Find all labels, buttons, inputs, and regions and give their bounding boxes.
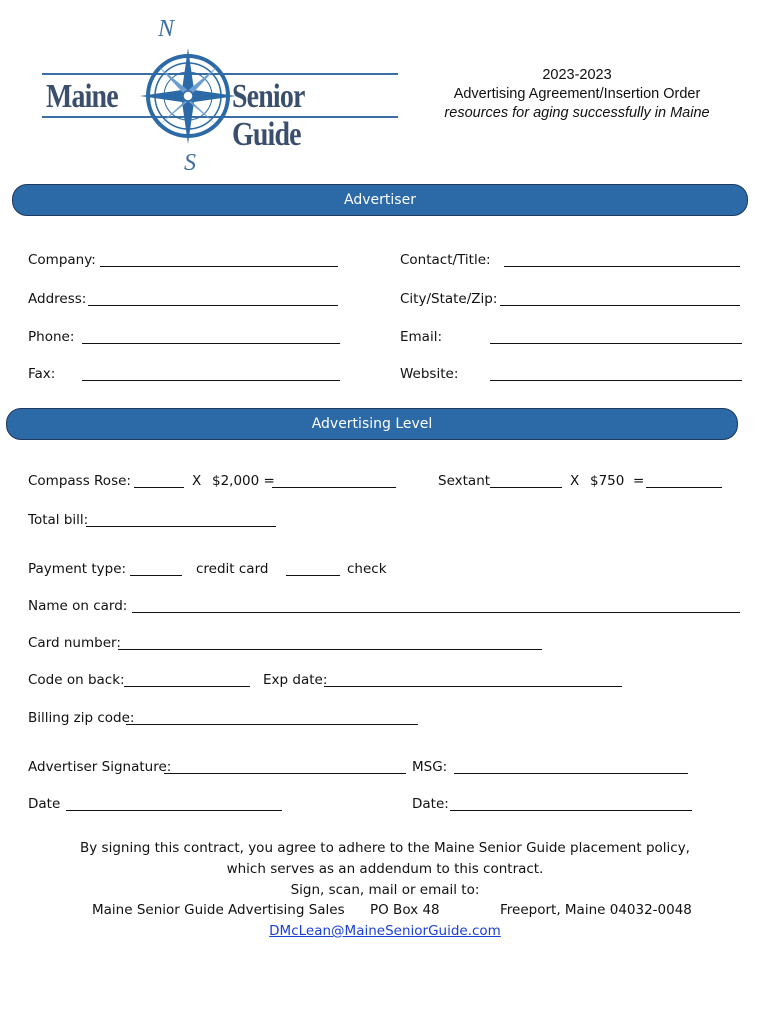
phone-label: Phone: bbox=[28, 329, 75, 345]
website-label: Website: bbox=[400, 366, 459, 382]
date-label-right: Date: bbox=[412, 796, 449, 812]
advertiser-signature-label: Advertiser Signature: bbox=[28, 759, 172, 775]
address-field[interactable] bbox=[88, 305, 338, 306]
name-on-card-label: Name on card: bbox=[28, 598, 128, 614]
header-year: 2023-2023 bbox=[542, 67, 612, 83]
compass-x: X bbox=[192, 473, 202, 489]
logo-word-senior-guide: Senior Guide bbox=[232, 78, 305, 153]
email-label: Email: bbox=[400, 329, 443, 345]
phone-field[interactable] bbox=[82, 343, 340, 344]
compass-total-field[interactable] bbox=[272, 487, 396, 488]
logo-word-maine: Maine bbox=[46, 78, 118, 115]
footer-pobox: PO Box 48 bbox=[370, 902, 440, 918]
date-field-right[interactable] bbox=[450, 810, 692, 811]
footer-email-wrap bbox=[0, 923, 770, 939]
date-label-left: Date bbox=[28, 796, 61, 812]
footer-line-1: By signing this contract, you agree to adhere to the Maine Senior Guide placement policy, bbox=[80, 840, 690, 856]
sextant-x: X bbox=[570, 473, 580, 489]
msg-field[interactable] bbox=[454, 773, 688, 774]
header-tagline: resources for aging successfully in Maine bbox=[444, 105, 710, 121]
billing-zip-label: Billing zip code: bbox=[28, 710, 135, 726]
company-field[interactable] bbox=[100, 266, 338, 267]
card-number-field[interactable] bbox=[118, 649, 542, 650]
sextant-label: Sextant bbox=[438, 473, 491, 489]
header-block bbox=[412, 66, 742, 123]
billing-zip-field[interactable] bbox=[126, 724, 418, 725]
advertising-level-band: Advertising Level bbox=[6, 408, 738, 440]
advertiser-band: Advertiser bbox=[12, 184, 748, 216]
code-on-back-label: Code on back: bbox=[28, 672, 125, 688]
check-blank[interactable] bbox=[286, 575, 340, 576]
compass-rose-qty-field[interactable] bbox=[134, 487, 184, 488]
advertiser-signature-field[interactable] bbox=[164, 773, 406, 774]
contact-label: Contact/Title: bbox=[400, 252, 491, 268]
check-label: check bbox=[347, 561, 387, 577]
sextant-qty-field[interactable] bbox=[490, 487, 562, 488]
credit-card-blank[interactable] bbox=[130, 575, 182, 576]
payment-type-label: Payment type: bbox=[28, 561, 127, 577]
city-label: City/State/Zip: bbox=[400, 291, 498, 307]
total-bill-label: Total bill: bbox=[28, 512, 89, 528]
header-title: Advertising Agreement/Insertion Order bbox=[453, 86, 701, 102]
credit-card-label: credit card bbox=[196, 561, 269, 577]
code-on-back-field[interactable] bbox=[124, 686, 250, 687]
compass-price: $2,000 = bbox=[212, 473, 275, 489]
logo-north: N bbox=[158, 16, 175, 42]
fax-field[interactable] bbox=[82, 380, 340, 381]
card-number-label: Card number: bbox=[28, 635, 121, 651]
contact-field[interactable] bbox=[504, 266, 740, 267]
footer-email-link[interactable]: DMcLean@MaineSeniorGuide.com bbox=[269, 923, 501, 939]
fax-label: Fax: bbox=[28, 366, 56, 382]
company-label: Company: bbox=[28, 252, 96, 268]
footer-line-2: which serves as an addendum to this contract. bbox=[226, 861, 544, 877]
footer-line-3: Sign, scan, mail or email to: bbox=[290, 882, 480, 898]
sextant-total-field[interactable] bbox=[646, 487, 722, 488]
logo bbox=[40, 18, 402, 178]
sextant-price: $750 = bbox=[590, 473, 645, 489]
exp-date-field[interactable] bbox=[324, 686, 622, 687]
name-on-card-field[interactable] bbox=[132, 612, 740, 613]
email-field[interactable] bbox=[490, 343, 742, 344]
footer-city: Freeport, Maine 04032-0048 bbox=[500, 902, 692, 918]
city-field[interactable] bbox=[500, 305, 740, 306]
compass-rose-label: Compass Rose: bbox=[28, 473, 131, 489]
address-label: Address: bbox=[28, 291, 87, 307]
msg-label: MSG: bbox=[412, 759, 448, 775]
logo-south: S bbox=[184, 150, 196, 176]
total-bill-field[interactable] bbox=[86, 526, 276, 527]
footer-sales: Maine Senior Guide Advertising Sales bbox=[92, 902, 345, 918]
date-field-left[interactable] bbox=[66, 810, 282, 811]
website-field[interactable] bbox=[490, 380, 742, 381]
exp-date-label: Exp date: bbox=[263, 672, 328, 688]
